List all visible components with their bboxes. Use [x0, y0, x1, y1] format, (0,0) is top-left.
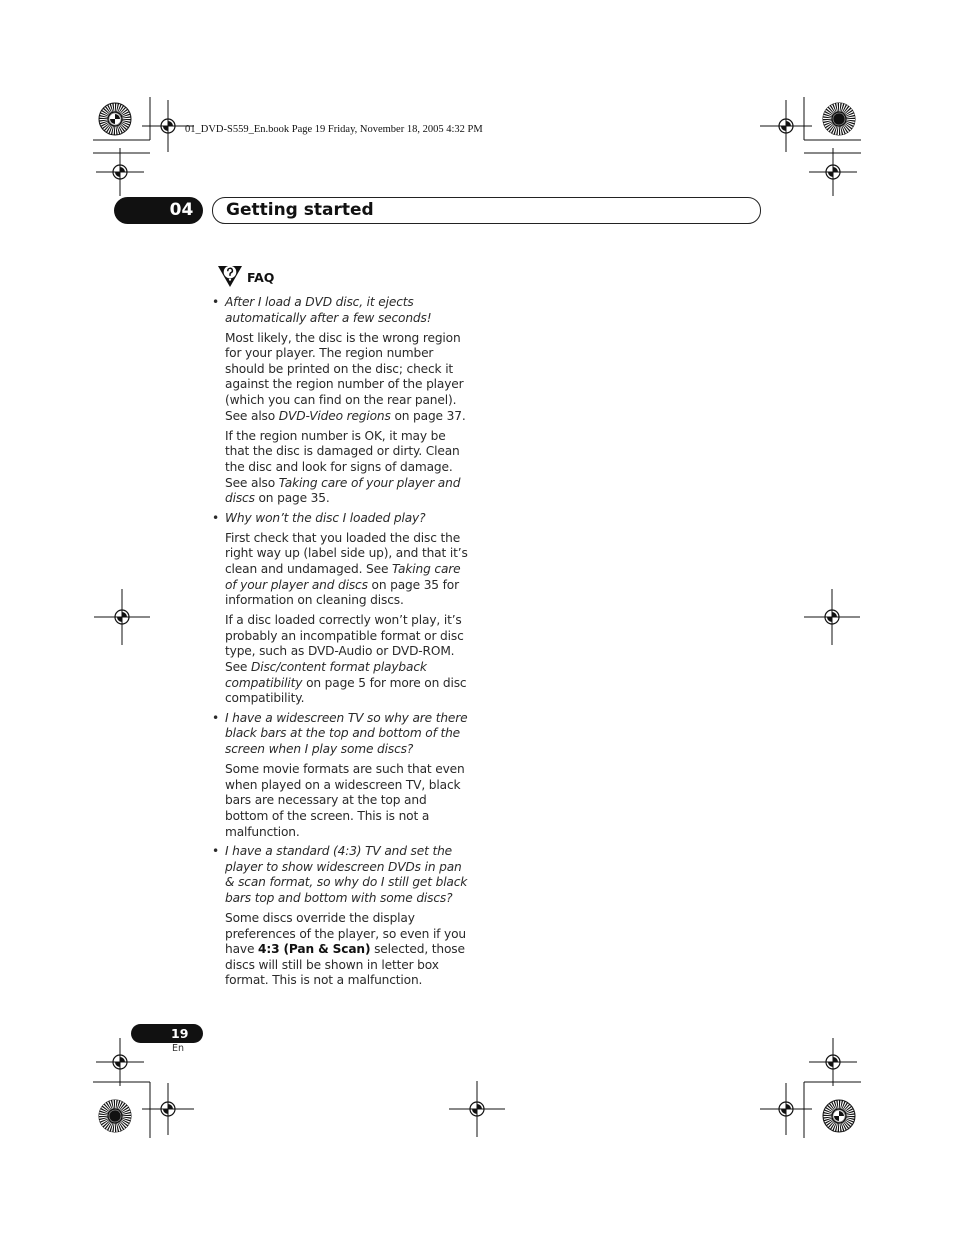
cross-reference: DVD-Video regions	[278, 408, 391, 423]
chapter-number: 04	[169, 200, 194, 220]
answer-text: First check that you loaded the disc the right way up (label side up), and that it’s clean and undamaged. See	[225, 530, 468, 576]
crosshair-quadrants	[781, 1104, 791, 1114]
faq-answer-1-para-2	[212, 429, 470, 507]
bullet: •	[212, 510, 220, 525]
bullet: •	[212, 295, 220, 309]
answer-text: selected, those discs will still be shown in letter box format. This is not a malfunction.	[225, 942, 465, 988]
faq-question-1	[212, 295, 470, 326]
answer-text: If a disc loaded correctly won’t play, it’s probably an incompatible format or disc type, such as DVD-Audio or DVD-ROM. See	[225, 613, 464, 675]
cross-reference: Taking care of your player and discs	[225, 475, 461, 506]
faq-content	[212, 291, 470, 989]
question-text: Why won’t the disc I loaded play?	[225, 510, 426, 525]
faq-question-2	[212, 511, 470, 527]
chapter-title: Getting started	[226, 200, 374, 220]
crosshair-quadrants	[472, 1104, 482, 1114]
chapter-number-badge	[114, 197, 203, 224]
crosshair-quadrants	[115, 1057, 125, 1067]
crosshair-quadrants	[163, 121, 173, 131]
crosshair-quadrants	[117, 612, 127, 622]
setting-name: 4:3 (Pan & Scan)	[258, 942, 371, 957]
print-header: 01_DVD-S559_En.book Page 19 Friday, November 18, 2005 4:32 PM	[185, 124, 483, 135]
cross-reference: Disc/content format playback compatibility	[225, 660, 427, 690]
answer-text: on page 5 for more on disc compatibility.	[225, 675, 467, 706]
faq-question-4	[212, 844, 470, 906]
answer-text: on page 35.	[254, 491, 330, 506]
bullet: •	[212, 710, 220, 725]
question-text: I have a standard (4:3) TV and set the player to show widescreen DVDs in pan & scan format, so why do I still get black bars top and bottom with some discs?	[225, 844, 468, 905]
crosshair-quadrants	[828, 167, 838, 177]
crosshair-quadrants	[828, 1057, 838, 1067]
bullet: •	[212, 844, 220, 859]
faq-answer-2-para-2	[212, 613, 470, 707]
faq-heading: FAQ	[247, 270, 275, 285]
page-number: 19	[171, 1026, 189, 1041]
answer-text: Most likely, the disc is the wrong region for your player. The region number should be printed on the disc; check it against the region number of the player (which you can find on the rear panel). See also	[225, 330, 464, 423]
answer-text: on page 37.	[390, 408, 466, 423]
answer-text: Some discs override the display preferences of the player, so even if you have	[225, 910, 466, 957]
crosshair-quadrants	[827, 612, 837, 622]
faq-answer-2-para-1	[212, 531, 470, 609]
crosshair-quadrants	[781, 121, 791, 131]
answer-text: on page 35 for information on cleaning discs.	[225, 577, 459, 608]
crosshair-quadrants	[115, 167, 125, 177]
answer-text: If the region number is OK, it may be that the disc is damaged or dirty. Clean the disc and look for signs of damage. See also	[225, 428, 460, 490]
faq-question-icon	[217, 263, 243, 289]
cross-reference: Taking care of your player and discs	[225, 562, 461, 592]
faq-answer-1-para-1	[212, 331, 470, 425]
faq-answer-3: Some movie formats are such that even when played on a widescreen TV, black bars are necessary at the top and bottom of the screen. This is not a malfunction.	[225, 762, 465, 839]
language-code: En	[172, 1043, 185, 1054]
question-text: After I load a DVD disc, it ejects automatically after a few seconds!	[225, 295, 432, 325]
question-text: I have a widescreen TV so why are there black bars at the top and bottom of the screen when I play some discs?	[225, 710, 468, 757]
faq-question-3	[212, 711, 470, 758]
page-number-badge	[131, 1024, 203, 1043]
faq-answer-4	[212, 911, 470, 989]
crosshair-quadrants	[163, 1104, 173, 1114]
